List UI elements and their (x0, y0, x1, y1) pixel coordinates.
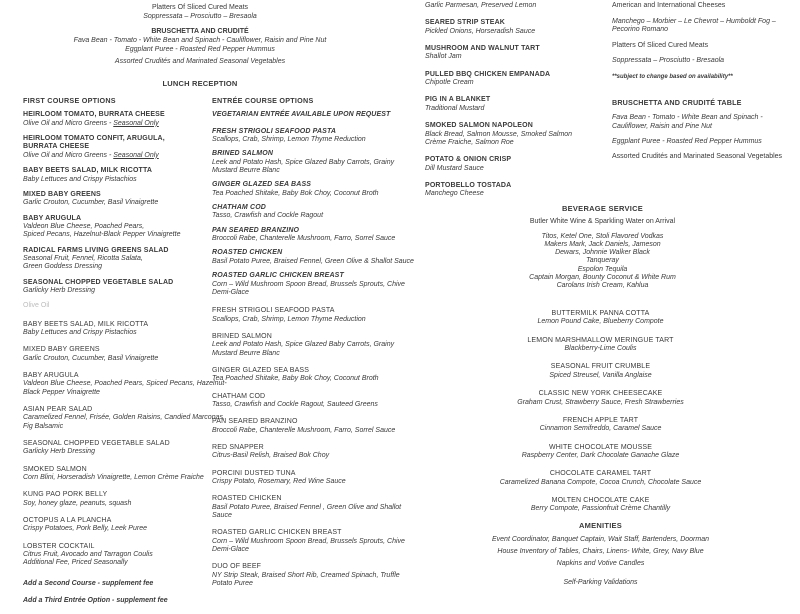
menu-item-desc: NY Strip Steak, Braised Short Rib, Creamed Spinach, Truffle Potato Puree (212, 571, 400, 588)
amenities-block (468, 522, 733, 588)
menu-item (23, 279, 199, 296)
beverage-line: Tanqueray (586, 257, 619, 265)
menu-item-name: SMOKED SALMON (23, 465, 87, 473)
menu-item-name: LOBSTER COCKTAIL (23, 542, 95, 550)
desserts-column (468, 310, 733, 524)
entree-course-header: ENTRÉE COURSE OPTIONS (212, 96, 314, 105)
dessert-item-desc: Graham Crust, Strawberry Sauce, Fresh Strawberries (517, 398, 684, 406)
menu-item (425, 19, 587, 36)
menu-item-desc: Garlicky Herb Dressing (23, 448, 95, 456)
bruschetta-table-block (612, 99, 800, 168)
dessert-item-name: MOLTEN CHOCOLATE CAKE (551, 496, 650, 504)
menu-item (212, 444, 406, 461)
bruschetta-line2: Eggplant Puree - Roasted Red Pepper Hummus (125, 46, 275, 53)
menu-item-name: MIXED BABY GREENS (23, 190, 101, 198)
menu-item-name: SEARED STRIP STEAK (425, 19, 505, 27)
menu-item-name: RED SNAPPER (212, 443, 264, 451)
dessert-item (468, 497, 733, 514)
menu-item-desc: Corn – Wild Mushroom Spoon Bread, Brussels Sprouts, Chive Demi-Glace (212, 280, 405, 296)
menu-item-name: KUNG PAO PORK BELLY (23, 491, 108, 499)
menu-item (23, 405, 225, 431)
beverage-service-subtitle: Butler White Wine & Sparkling Water on Arrival (529, 218, 676, 226)
menu-item-desc: Valdeon Blue Cheese, Poached Pears, Spiced Pecans, Hazelnut- Black Pepper Vinaigrette (23, 380, 227, 396)
menu-item-desc: Manchego Cheese (425, 190, 484, 198)
menu-item-name: BRINED SALMON (212, 150, 274, 158)
menu-item-desc: Garlic Crouton, Cucumber, Basil Vinaigrette (23, 354, 159, 362)
menu-item-name: PORCINI DUSTED TUNA (212, 469, 296, 477)
menu-item (212, 393, 406, 410)
menu-item-name: BRINED SALMON (212, 332, 272, 340)
menu-item-name: GINGER GLAZED SEA BASS (212, 181, 312, 189)
beverage-line: Carolans Irish Cream, Kahlua (556, 282, 649, 290)
menu-item-desc: Tasso, Crawfish and Cockle Ragout (212, 212, 324, 220)
menu-item (212, 367, 406, 384)
supplement-note: Add a Second Course - supplement fee (23, 579, 154, 587)
beverage-list (480, 233, 725, 291)
bruschetta-heading: BRUSCHETTA AND CRUDITÉ (151, 28, 249, 35)
menu-item (23, 215, 199, 240)
menu-item-name: DUO OF BEEF (212, 563, 262, 571)
menu-item (212, 249, 414, 266)
menu-item-name: BABY BEETS SALAD, MILK RICOTTA (23, 320, 149, 328)
bruschetta-table-title: BRUSCHETTA AND CRUDITÉ TABLE (612, 98, 742, 107)
first-course-secondary-list (23, 320, 227, 568)
menu-item (23, 247, 199, 272)
dessert-item-desc: Berry Compote, Passionfruit Crème Chantilly (530, 505, 671, 513)
beverage-line: Makers Mark, Jack Daniels, Jameson (544, 240, 661, 248)
dessert-item (468, 470, 733, 487)
menu-item (23, 191, 199, 208)
menu-item-name: FRESH STRIGOLI SEAFOOD PASTA (212, 307, 335, 315)
dessert-item-name: CHOCOLATE CARAMEL TART (549, 470, 652, 478)
menu-item-desc: Baby Lettuces and Crispy Pistachios (23, 175, 137, 183)
menu-item-desc: Tea Poached Shitake, Baby Bok Choy, Coconut Broth (212, 375, 379, 383)
menu-item-desc: Garlic Crouton, Cucumber, Basil Vinaigrette (23, 199, 159, 207)
menu-item-name: BABY ARUGULA (23, 371, 79, 379)
first-course-header: FIRST COURSE OPTIONS (23, 96, 116, 105)
amenities-line: Event Coordinator, Banquet Captain, Wait Staff, Bartenders, Doorman (492, 536, 709, 544)
menu-item-desc: Caramelized Fennel, Frisée, Golden Raisins, Candied Marconas, Fig Balsamic (23, 414, 225, 430)
menu-item (212, 150, 406, 175)
dessert-item-name: LEMON MARSHMALLOW MERINGUE TART (527, 336, 674, 344)
dessert-item-desc: Spiced Streusel, Vanilla Anglaise (549, 371, 652, 379)
dessert-item (468, 417, 733, 434)
first-course-column (23, 96, 227, 614)
menu-item (212, 563, 406, 588)
beverage-service-title: BEVERAGE SERVICE (562, 204, 643, 213)
dessert-item (468, 337, 733, 354)
menu-item-desc: Tasso, Crawfish and Cockle Ragout, Sauteed Greens (212, 400, 378, 408)
amenities-line: Napkins and Votive Candles (556, 560, 645, 568)
menu-item (425, 45, 587, 62)
crudites-line: Assorted Crudités and Marinated Seasonal Vegetables (114, 58, 286, 65)
menu-item-desc: Leek and Potato Hash, Spice Glazed Baby Carrots, Grainy Mustard Beurre Blanc (212, 158, 395, 174)
menu-item (23, 440, 199, 457)
bruschetta-table-fava (612, 114, 800, 131)
menu-item (23, 371, 227, 397)
entree-secondary-list (212, 307, 406, 588)
menu-item-desc: Corn Blini, Horseradish Vinaigrette, Lemon Crème Fraiche (23, 474, 204, 482)
passed-items-column (425, 2, 587, 208)
menu-item-name: RADICAL FARMS LIVING GREENS SALAD (23, 246, 169, 254)
menu-item-desc: Traditional Mustard (425, 104, 485, 112)
menu-item (212, 418, 406, 435)
menu-item (23, 346, 199, 363)
bruschetta-table-fava-line: Fava Bean - Tomato - White Bean and Spinach - (612, 114, 763, 122)
menu-item-desc: Basil Potato Puree, Braised Fennel, Green Olive & Shallot Sauce (212, 257, 414, 265)
cheeses-title: American and International Cheeses (612, 2, 726, 9)
menu-item-desc: Chipotle Cream (425, 79, 474, 87)
menu-item-name: PAN SEARED BRANZINO (212, 418, 298, 426)
menu-item-name: ROASTED GARLIC CHICKEN BREAST (212, 272, 344, 280)
menu-item-desc: Tea Poached Shitake, Baby Bok Choy, Coconut Broth (212, 189, 379, 197)
menu-item (23, 111, 199, 128)
beverage-line: Captain Morgan, Bounty Coconut & White Rum (529, 274, 676, 282)
menu-item-desc: Citrus Fruit, Avocado and Tarragon Coulis Additional Fee, Priced Seasonally (23, 551, 153, 567)
menu-item-desc: Pickled Onions, Horseradish Sauce (425, 27, 536, 35)
bruschetta-line1: Fava Bean - Tomato - White Bean and Spinach - Cauliflower, Raisin and Pine Nut (73, 37, 327, 44)
first-course-primary-list (23, 111, 199, 295)
menu-item (425, 182, 587, 199)
menu-item-desc: Scallops, Crab, Shrimp, Lemon Thyme Reduction (212, 315, 366, 323)
menu-item-desc: Broccoli Rabe, Chanterelle Mushroom, Farro, Sorrel Sauce (212, 426, 396, 434)
menu-item-name: ROASTED CHICKEN (212, 249, 283, 257)
menu-item (23, 543, 199, 568)
amenities-line: House Inventory of Tables, Chairs, Linens- White, Grey, Navy Blue (497, 548, 704, 556)
menu-item (425, 156, 587, 173)
self-parking-note: Self-Parking Validations (563, 579, 638, 587)
dessert-item-name: WHITE CHOCOLATE MOUSSE (548, 443, 653, 451)
menu-item (212, 272, 406, 297)
menu-item-name: PORTOBELLO TOSTADA (425, 181, 512, 189)
supplement-note: Add a Third Entrée Option - supplement fee (23, 597, 168, 605)
menu-item-name: SMOKED SALMON NAPOLEON (425, 122, 533, 130)
menu-item-desc: Olive Oil and Micro Greens - Seasonal Only (23, 119, 159, 127)
cheeses-list (612, 18, 800, 35)
menu-item (212, 333, 406, 358)
menu-item-name: PAN SEARED BRANZINO (212, 226, 300, 234)
menu-item-desc: Dill Mustard Sauce (425, 164, 484, 172)
dessert-item-desc: Raspberry Center, Dark Chocolate Ganache Glaze (521, 451, 680, 459)
dessert-item-desc: Lemon Pound Cake, Blueberry Compote (537, 318, 664, 326)
menu-item-name: PIG IN A BLANKET (425, 96, 491, 104)
menu-item (425, 2, 587, 10)
menu-item (425, 96, 587, 113)
dessert-item (468, 390, 733, 407)
menu-item (23, 517, 199, 534)
menu-item-name: BABY ARUGULA (23, 214, 82, 222)
menu-item (425, 71, 587, 88)
menu-item-name: ASIAN PEAR SALAD (23, 405, 93, 413)
dessert-item-name: CLASSIC NEW YORK CHEESECAKE (538, 390, 663, 398)
dessert-item-name: SEASONAL FRUIT CRUMBLE (550, 363, 651, 371)
menu-item-desc: Basil Potato Puree, Braised Fennel , Green Olive and Shallot Sauce (212, 503, 402, 520)
amenities-title: AMENITIES (578, 521, 623, 530)
menu-item-name: ROASTED CHICKEN (212, 495, 282, 503)
availability-disclaimer: **subject to change based on availability** (612, 73, 733, 80)
menu-item-name: MIXED BABY GREENS (23, 346, 100, 354)
menu-item-desc: Baby Lettuces and Crispy Pistachios (23, 328, 137, 336)
menu-item-name: SEASONAL CHOPPED VEGETABLE SALAD (23, 439, 170, 447)
menu-item-name: GINGER GLAZED SEA BASS (212, 366, 310, 374)
beverage-line: Dewars, Johnnie Walker Black (555, 249, 650, 257)
menu-item (23, 491, 199, 508)
cheeses-list-line: Pecorino Romano (612, 26, 669, 33)
menu-item-name: MUSHROOM AND WALNUT TART (425, 45, 540, 52)
dessert-item (468, 310, 733, 327)
meats-line: Soppressata – Prosciutto - Bresaola (612, 57, 725, 64)
menu-item-desc: Black Bread, Salmon Mousse, Smoked Salmon Crème Fraiche, Salmon Roe (425, 130, 573, 146)
bruschetta-table-fava-line: Cauliflower, Raisin and Pine Nut (612, 122, 712, 130)
menu-item-name: PULLED BBQ CHICKEN EMPANADA (425, 70, 551, 78)
menu-item-desc: Valdeon Blue Cheese, Poached Pears, Spiced Pecans, Hazelnut-Black Pepper Vinaigrette (23, 222, 181, 239)
menu-item-name: ROASTED GARLIC CHICKEN BREAST (212, 529, 342, 537)
bruschetta-table-eggplant: Eggplant Puree - Roasted Red Pepper Hummus (612, 137, 762, 145)
menu-item-desc: Olive Oil and Micro Greens - Seasonal Only (23, 151, 159, 159)
beverage-service-block (480, 205, 725, 291)
menu-item-desc: Shallot Jam (425, 53, 462, 61)
menu-item (212, 529, 406, 554)
menu-item-desc: Scallops, Crab, Shrimp, Lemon Thyme Reduction (212, 136, 366, 143)
menu-item-desc: Seasonal Fruit, Fennel, Ricotta Salata, Green Goddess Dressing (23, 254, 143, 271)
menu-item (212, 128, 406, 145)
menu-item (425, 122, 587, 147)
cheese-meat-column (612, 2, 800, 81)
menu-item-desc: Broccoli Rabe, Chanterelle Mushroom, Farro, Sorrel Sauce (212, 235, 396, 243)
menu-item-desc: Leek and Potato Hash, Spice Glazed Baby Carrots, Grainy Mustard Beurre Blanc (212, 341, 395, 357)
menu-item (212, 470, 406, 487)
menu-item-name: OCTOPUS A LA PLANCHA (23, 517, 112, 525)
menu-item-name: CHATHAM COD (212, 204, 267, 211)
menu-item-name: POTATO & ONION CRISP (425, 156, 512, 164)
platters-bruschetta-block (8, 3, 392, 66)
menu-item (212, 204, 406, 221)
menu-item-desc: Corn – Wild Mushroom Spoon Bread, Brussels Sprouts, Chive Demi-Glace (212, 537, 405, 554)
beverage-line: Titos, Ketel One, Stoli Flavored Vodkas (541, 232, 664, 240)
cheeses-list-line: Manchego – Morbier – Le Chevrot – Humboldt Fog – (612, 17, 776, 25)
menu-item-desc: Garlicky Herb Dressing (23, 286, 95, 294)
menu-item-name: HEIRLOOM TOMATO, BURRATA CHEESE (23, 111, 165, 119)
dessert-item (468, 444, 733, 461)
menu-item (212, 307, 406, 324)
menu-item-desc: Garlic Parmesan, Preserved Lemon (425, 2, 537, 9)
vegetarian-note: VEGETARIAN ENTRÉE AVAILABLE UPON REQUEST (212, 111, 391, 119)
dessert-item-name: FRENCH APPLE TART (562, 416, 639, 424)
faint-olive-oil-note: Olive Oil (23, 302, 50, 310)
menu-item (212, 181, 406, 198)
lunch-reception-title: LUNCH RECEPTION (162, 79, 238, 88)
platters-items: Soppressata – Prosciutto – Bresaola (143, 13, 257, 20)
menu-item-name: FRESH STRIGOLI SEAFOOD PASTA (212, 127, 337, 135)
dessert-item-desc: Caramelized Banana Compote, Cocoa Crunch, Chocolate Sauce (499, 478, 702, 486)
menu-item-name: BABY BEETS SALAD, MILK RICOTTA (23, 167, 153, 175)
menu-item (23, 167, 199, 184)
dessert-item-name: BUTTERMILK PANNA COTTA (551, 310, 650, 317)
menu-item-desc: Soy, honey glaze, peanuts, squash (23, 499, 132, 507)
menu-item-name: HEIRLOOM TOMATO CONFIT, ARUGULA, BURRATA CHEESE (23, 135, 165, 151)
dessert-item-desc: Blackberry-Lime Coulis (564, 345, 637, 353)
dessert-item-desc: Cinnamon Semifreddo, Caramel Sauce (539, 425, 662, 433)
menu-item (212, 495, 406, 520)
entree-primary-list (212, 127, 414, 298)
menu-item-desc: Citrus-Basil Relish, Braised Bok Choy (212, 452, 330, 460)
menu-item (23, 135, 199, 160)
menu-item (23, 321, 199, 338)
menu-item (212, 227, 406, 244)
menu-item (23, 465, 204, 483)
entree-course-column (212, 96, 414, 597)
amenities-list (468, 534, 733, 570)
supplement-notes (23, 580, 199, 606)
beverage-line: Espolon Tequila (577, 265, 628, 273)
menu-item-desc: Crispy Potato, Rosemary, Red Wine Sauce (212, 478, 346, 486)
meats-title: Platters Of Sliced Cured Meats (612, 41, 709, 49)
platters-title: Platters Of Sliced Cured Meats (151, 4, 249, 11)
menu-item-name: CHATHAM COD (212, 392, 266, 400)
menu-item-name: SEASONAL CHOPPED VEGETABLE SALAD (23, 278, 174, 286)
bruschetta-table-crudites: Assorted Crudités and Marinated Seasonal Vegetables (612, 153, 783, 161)
menu-item-desc: Crispy Potatoes, Pork Belly, Leek Puree (23, 525, 147, 533)
dessert-item (468, 363, 733, 380)
